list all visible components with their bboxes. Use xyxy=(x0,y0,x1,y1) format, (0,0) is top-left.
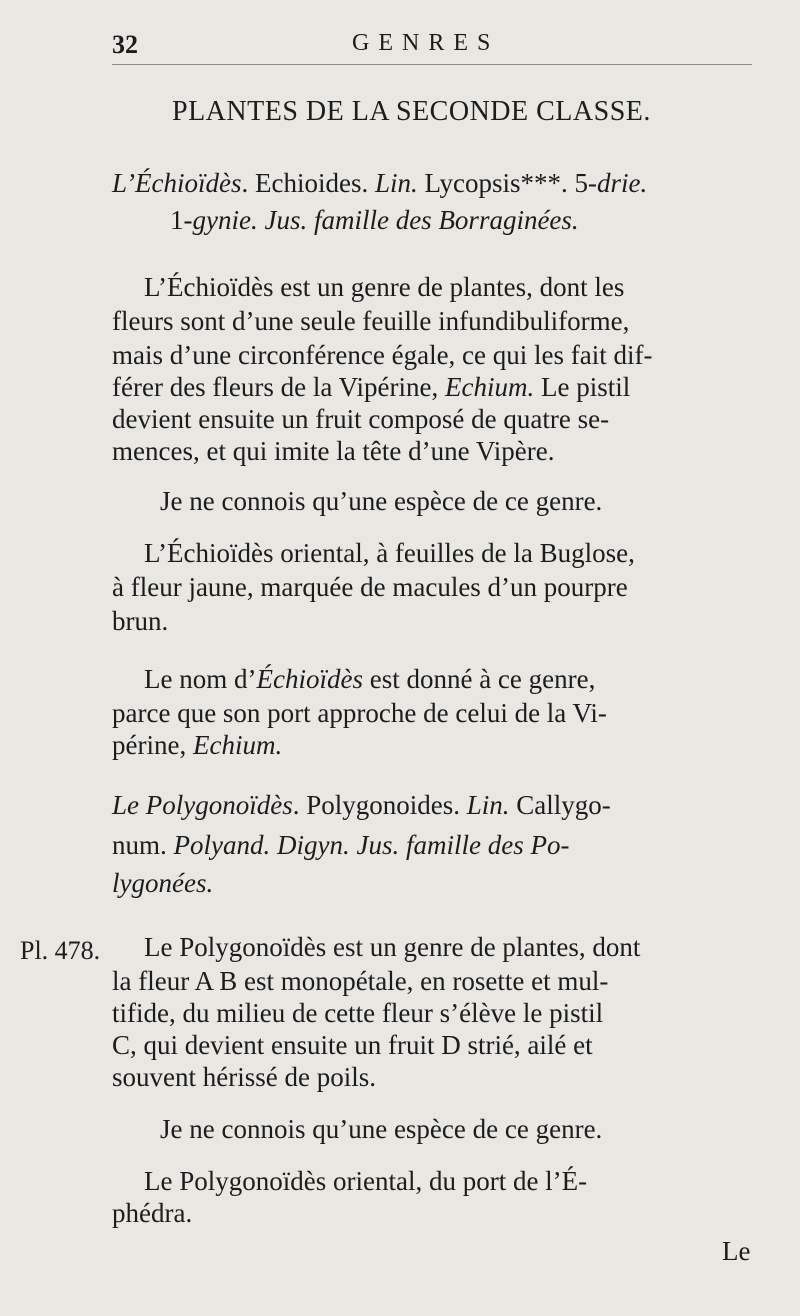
genus2-heading-line3: lygonées. xyxy=(112,868,214,898)
plate-margin-note: Pl. 478. xyxy=(20,936,101,965)
genus2-p1-line: Le Polygonoïdès est un genre de plantes, dont xyxy=(144,932,641,962)
class-title: PLANTES DE LA SECONDE CLASSE. xyxy=(172,96,651,127)
genus2-heading-lin: Lin. xyxy=(466,790,510,820)
genus2-heading-text2: Callygo- xyxy=(509,790,611,820)
genus1-p1-line4-tail: Le pistil xyxy=(534,372,631,402)
genus1-p4-italic: Échioïdès xyxy=(256,664,363,694)
genus1-p1-line: mais d’une circonférence égale, ce qui les fait dif- xyxy=(112,340,653,370)
genus2-p2: Je ne connois qu’une espèce de ce genre. xyxy=(160,1114,603,1144)
genus1-heading-text3: drie. xyxy=(597,168,648,198)
genus2-heading-line2-b: Polyand. Digyn. Jus. famille des Po- xyxy=(173,830,570,860)
genus1-heading-line1 xyxy=(112,168,647,199)
catchword: Le xyxy=(722,1236,751,1266)
page-number: 32 xyxy=(112,30,138,59)
genus2-heading-text: . Polygonoides. xyxy=(292,790,467,820)
genus1-p4-line1 xyxy=(144,664,595,695)
genus1-p4-l3-italic: Echium. xyxy=(192,730,283,760)
genus2-p1-line: C, qui devient ensuite un fruit D strié, ailé et xyxy=(112,1030,593,1060)
running-head: GENRES xyxy=(352,30,500,56)
genus2-p3-line: phédra. xyxy=(112,1198,193,1228)
genus1-p2: Je ne connois qu’une espèce de ce genre. xyxy=(160,486,603,516)
genus1-p4-line3 xyxy=(112,730,282,761)
genus2-heading-line2 xyxy=(112,830,569,861)
genus1-p1-line4 xyxy=(112,372,630,403)
genus1-p1-line: devient ensuite un fruit composé de quatre se- xyxy=(112,404,610,434)
genus1-heading-lin: Lin. xyxy=(374,168,418,198)
genus1-p4-line2: parce que son port approche de celui de la Vi- xyxy=(112,698,607,728)
header-rule xyxy=(112,64,752,65)
genus1-p1-line: fleurs sont d’une seule feuille infundibuliforme, xyxy=(112,306,630,336)
genus2-p1-line: la fleur A B est monopétale, en rosette et mul- xyxy=(112,966,609,996)
genus1-heading-line2-a: 1- xyxy=(170,205,193,235)
genus1-heading-text: . Echioides. xyxy=(241,168,375,198)
genus2-name: Le Polygonoïdès xyxy=(112,790,293,820)
genus1-p3-line: L’Échioïdès oriental, à feuilles de la Buglose, xyxy=(144,538,635,568)
genus1-p4-c: est donné à ce genre, xyxy=(362,664,596,694)
genus2-heading-line2-a: num. xyxy=(112,830,174,860)
genus1-p3-line: à fleur jaune, marquée de macules d’un pourpre xyxy=(112,572,628,602)
genus1-p1-line: L’Échioïdès est un genre de plantes, dont les xyxy=(144,272,625,302)
genus1-p1-italic: Echium. xyxy=(444,372,535,402)
genus2-p1-line: souvent hérissé de poils. xyxy=(112,1062,376,1092)
genus1-p1-line: mences, et qui imite la tête d’une Vipère. xyxy=(112,436,555,466)
genus1-p3-line: brun. xyxy=(112,606,169,636)
genus1-name: L’Échioïdès xyxy=(112,168,242,198)
genus1-p1-line4-a: férer des fleurs de la Vipérine, xyxy=(112,372,445,402)
genus2-heading-line1 xyxy=(112,790,611,821)
genus1-heading-line2 xyxy=(170,205,579,236)
genus2-p1-line: tifide, du milieu de cette fleur s’élève le pistil xyxy=(112,998,604,1028)
genus1-p4-a: Le nom d’ xyxy=(144,664,257,694)
genus1-heading-line2-b: gynie. Jus. famille des Borraginées. xyxy=(192,205,579,235)
genus1-heading-text2: Lycopsis***. 5- xyxy=(417,168,597,198)
genus1-p4-l3-a: périne, xyxy=(112,730,193,760)
genus2-p3-line: Le Polygonoïdès oriental, du port de l’É- xyxy=(144,1166,588,1196)
